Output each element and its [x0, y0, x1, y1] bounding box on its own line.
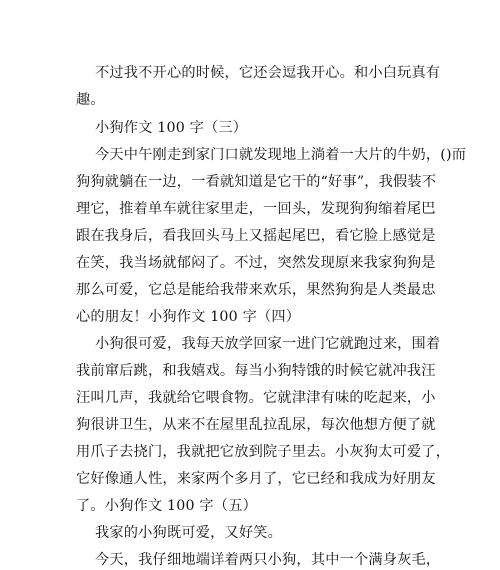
text-line: 用爪子去挠门，我就把它放到院子里去。小灰狗太可爱了，: [76, 444, 451, 460]
text-line: 理它，推着单车就往家里走，一回头，发现狗狗缩着尾巴: [76, 201, 436, 217]
text-line: 我家的小狗既可爱，又好笑。: [95, 525, 283, 541]
section-heading: 小狗作文 100 字（三）: [95, 120, 248, 136]
text-line: 小狗很可爱，我每天放学回家一进门它就跑过来，围着: [95, 336, 441, 352]
text-line: 了。小狗作文 100 字（五）: [76, 498, 257, 514]
text-line: 它好像通人性，来家两个多月了，它已经和我成为好朋友: [76, 471, 436, 487]
text-line: 心的朋友！小狗作文 100 字（四）: [76, 309, 301, 325]
text-line: 今天中午刚走到家门口就发现地上淌着一大片的牛奶，()而: [95, 147, 467, 163]
text-line: 汪叫几声，我就给它喂食物。它就津津有味的吃起来，小: [76, 390, 436, 406]
text-line: 我前窜后跳，和我嬉戏。每当小狗特饿的时候它就冲我汪: [76, 363, 436, 379]
text-line: 跟在我身后，看我回头马上又摇起尾巴，看它脸上感觉是: [76, 228, 436, 244]
text-line: 狗狗就躺在一边，一看就知道是它干的“好事”，我假装不: [76, 174, 437, 190]
text-line: 趣。: [76, 92, 105, 108]
text-line: 狗很讲卫生，从来不在屋里乱拉乱尿，每次他想方便了就: [76, 417, 436, 433]
text-line: 今天，我仔细地端详着两只小狗，其中一个满身灰毛，: [95, 552, 441, 568]
text-line: 那么可爱，它总是能给我带来欢乐，果然狗狗是人类最忠: [76, 282, 436, 298]
text-line: 不过我不开心的时候，它还会逗我开心。和小白玩真有: [95, 65, 441, 81]
text-line: 在笑，我当场就郁闷了。不过，突然发现原来我家狗狗是: [76, 255, 436, 271]
